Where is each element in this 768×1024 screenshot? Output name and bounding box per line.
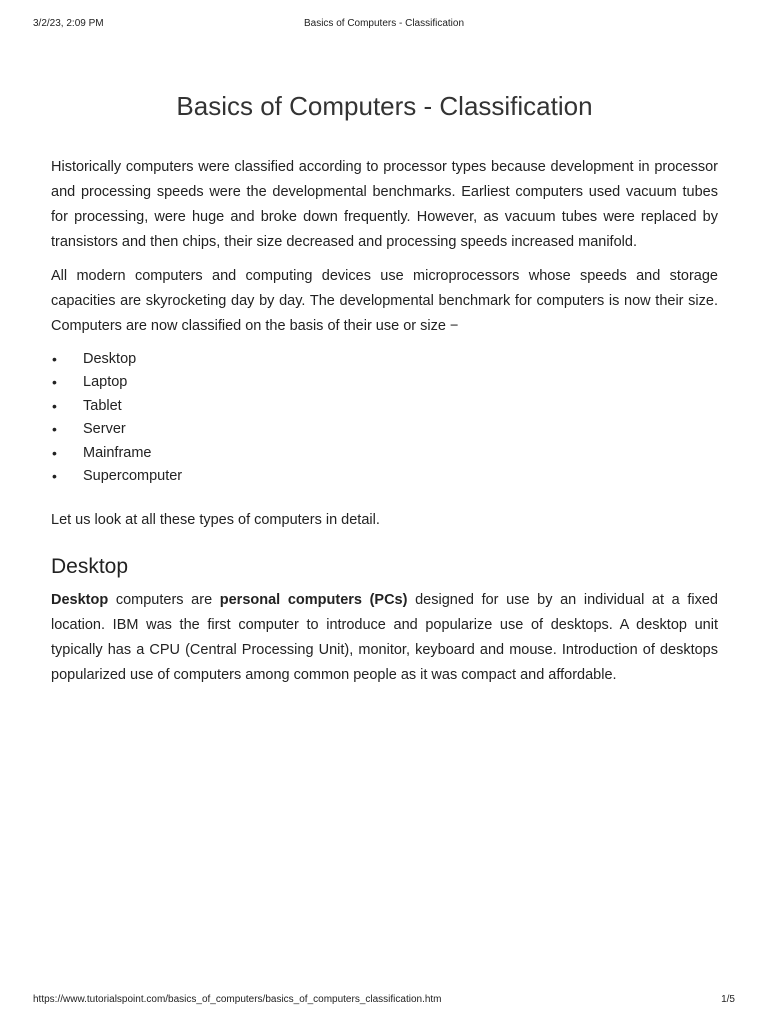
- bold-term-pcs: personal computers (PCs): [219, 592, 408, 609]
- computer-types-list: [51, 348, 718, 488]
- print-header: [33, 18, 735, 32]
- page-url: https://www.tutorialspoint.com/basics_of_computers/basics_of_computers_classification.htm: [33, 994, 442, 1005]
- desktop-text-1: computers are: [108, 592, 220, 609]
- list-item-server: • Server: [83, 418, 718, 441]
- article-title: Basics of Computers - Classification: [176, 91, 593, 121]
- section-heading-desktop: Desktop: [51, 555, 129, 579]
- desktop-paragraph: [51, 588, 718, 688]
- intro-paragraph: Historically computers were classified according to processor types because development in processor and processing speeds were the developmental benchmarks. Earliest computers used vacuum tubes for processing, were huge and broke down frequently. However, as vacuum tubes were replaced by transistors and then chips, their size decreased and processing speeds increased manifold.: [51, 159, 718, 250]
- bold-term-desktop: Desktop: [51, 592, 109, 609]
- list-item-supercomputer: • Supercomputer: [83, 465, 718, 488]
- list-item-laptop: • Laptop: [83, 371, 718, 394]
- outro-paragraph: Let us look at all these types of computers in detail.: [51, 512, 380, 529]
- page-number: 1/5: [721, 994, 735, 1005]
- list-item-tablet: • Tablet: [83, 395, 718, 418]
- list-item-mainframe: • Mainframe: [83, 442, 718, 465]
- article-content: [51, 88, 718, 688]
- print-date: 3/2/23, 2:09 PM: [33, 18, 104, 29]
- desktop-text-2: designed for use by an individual at a fixed location. IBM was the first computer to introduce and popularize use of desktops. A desktop unit typically has a CPU (Central Processing Unit), monitor, keyboard and mouse. Introduction of desktops popularized use of computers among common people as it was compact and affordable.: [51, 592, 718, 684]
- print-footer: [33, 994, 735, 1008]
- print-page-title: Basics of Computers - Classification: [303, 18, 465, 29]
- list-item-desktop: • Desktop: [83, 348, 718, 371]
- classification-paragraph: All modern computers and computing devices use microprocessors whose speeds and storage capacities are skyrocketing day by day. The developmental benchmark for computers is now their size. Computers are now classified on the basis of their use or size −: [51, 268, 718, 334]
